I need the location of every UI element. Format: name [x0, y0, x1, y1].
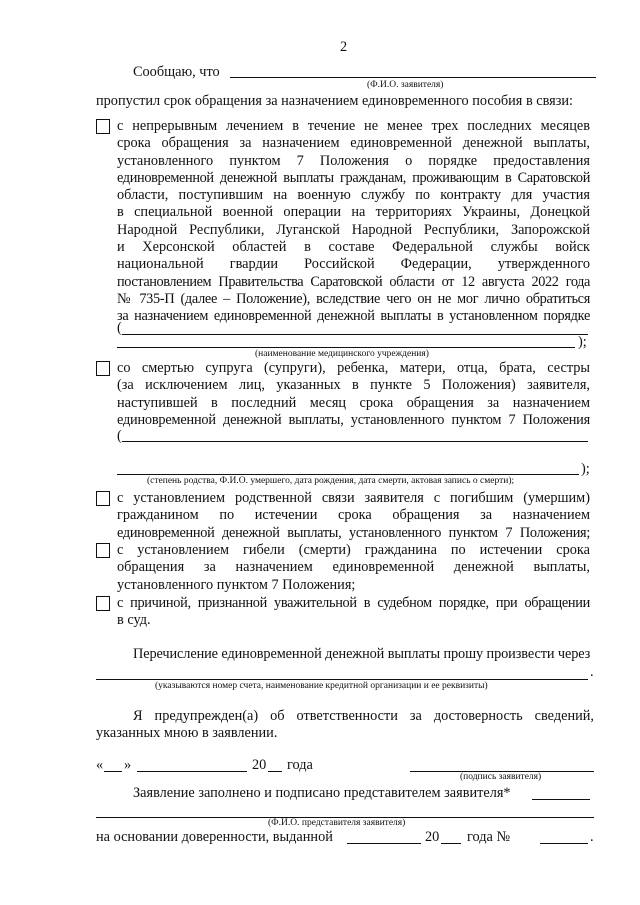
treatment-line: и Херсонской областей в составе Федеральной службы войск [117, 239, 590, 256]
treatment-checkbox[interactable] [96, 119, 110, 134]
medical-institution-field-1[interactable] [122, 334, 588, 335]
medical-institution-field-2[interactable] [117, 347, 575, 348]
death-checkbox[interactable] [96, 361, 110, 376]
medical-institution-caption: (наименование медицинского учреждения) [255, 349, 429, 359]
death-line: единовременной денежной выплаты, установленного пунктом 7 Положения [117, 411, 590, 428]
applicant-name-field[interactable] [230, 77, 596, 78]
proxy-number-field[interactable] [540, 843, 588, 844]
payment-details-caption: (указываются номер счета, наименование кредитной организации и ее реквизиты) [155, 681, 488, 691]
treatment-line: в специальной военной операции на территориях Украины, Донецкой [117, 204, 590, 221]
date-day-field[interactable] [104, 771, 122, 772]
applicant-name-caption: (Ф.И.О. заявителя) [367, 80, 444, 90]
kinship-checkbox[interactable] [96, 491, 110, 506]
treatment-line: Народной Республики, Луганской Народной Республики, Запорожской [117, 221, 590, 238]
court-text [117, 595, 590, 630]
date-close-quote: » [124, 757, 132, 773]
relative-info-field-1[interactable] [122, 441, 588, 442]
death-close-paren: ); [581, 461, 590, 477]
treatment-line: постановлением Правительства Саратовской области от 12 августа 2022 года [117, 273, 590, 290]
report-label: Сообщаю, что [133, 64, 220, 80]
relative-info-field-2[interactable] [117, 474, 579, 475]
death-line: (за исключением лиц, указанных в пункте 5 Положения) заявителя, [117, 377, 590, 394]
proxy-issuer-field[interactable] [347, 843, 421, 844]
death-text [117, 360, 590, 429]
treatment-line: срока обращения за назначением единовременной денежной выплаты, [117, 135, 590, 152]
death-line: наступившей в последний месяц срока обращения за назначением [117, 394, 590, 411]
kinship-line: с установлением родственной связи заявителя с погибшим (умершим) [117, 490, 590, 506]
court-checkbox[interactable] [96, 596, 110, 611]
kinship-line: гражданином по истечении срока обращения за назначением [117, 507, 590, 524]
death-fact-line: обращения за назначением единовременной денежной выплаты, [117, 559, 590, 576]
proxy-year-prefix: 20 [425, 829, 440, 845]
representative-name-caption: (Ф.И.О. представителя заявителя) [268, 818, 406, 828]
death-open-paren: ( [117, 428, 122, 444]
kinship-line: единовременной денежной выплаты, установленного пунктом 7 Положения; [117, 524, 590, 541]
date-open-quote: « [96, 757, 104, 773]
date-year-field[interactable] [268, 771, 282, 772]
date-month-field[interactable] [137, 771, 247, 772]
warning-line-2: указанных мною в заявлении. [96, 725, 278, 741]
payment-end-dot: . [590, 664, 594, 680]
proxy-year-field[interactable] [441, 843, 461, 844]
warning-text [96, 708, 594, 742]
date-year-prefix: 20 [252, 757, 267, 773]
page-number: 2 [340, 39, 348, 55]
payment-text: Перечисление единовременной денежной выплаты прошу произвести через [133, 646, 591, 662]
kinship-text [117, 490, 590, 542]
representative-text: Заявление заполнено и подписано представителем заявителя* [133, 785, 511, 801]
representative-signature-field[interactable] [532, 799, 590, 800]
death-fact-line: установленного пунктом 7 Положения; [117, 576, 356, 593]
treatment-line: установленного пунктом 7 Положения о порядке предоставления [117, 152, 590, 169]
court-line: с причиной, признанной уважительной в судебном порядке, при обращении [117, 595, 590, 611]
missed-deadline-text: пропустил срок обращения за назначением единовременного пособия в связи: [96, 93, 574, 109]
treatment-line: единовременной денежной выплаты гражданам, проживающим в Саратовской [117, 169, 590, 186]
treatment-close-paren: ); [578, 334, 587, 350]
payment-details-field[interactable] [96, 679, 588, 680]
treatment-line: с непрерывным лечением в течение не менее трех последних месяцев [117, 118, 590, 134]
death-fact-checkbox[interactable] [96, 543, 110, 558]
treatment-line: за назначением единовременной денежной выплаты в установленном порядке [117, 308, 590, 325]
court-line: в суд. [117, 612, 151, 629]
date-year-word: года [287, 757, 313, 773]
applicant-signature-caption: (подпись заявителя) [460, 772, 542, 782]
treatment-line: национальной гвардии Российской Федерации, утвержденного [117, 256, 590, 273]
death-fact-text [117, 542, 590, 594]
treatment-line: № 735-П (далее – Положение), вследствие чего он не мог лично обратиться [117, 290, 590, 307]
treatment-open-paren: ( [117, 320, 122, 336]
treatment-line: области, поступившим на военную службу по контракту для участия [117, 187, 590, 204]
relative-info-caption: (степень родства, Ф.И.О. умершего, дата рождения, дата смерти, актовая запись о смерти); [147, 476, 515, 486]
proxy-end-dot: . [590, 829, 594, 845]
proxy-year-word: года № [467, 829, 511, 845]
warning-line-1: Я предупрежден(а) об ответственности за достоверность сведений, [133, 708, 594, 724]
death-fact-line: с установлением гибели (смерти) гражданина по истечении срока [117, 542, 590, 558]
proxy-text: на основании доверенности, выданной [96, 829, 333, 845]
death-line: со смертью супруга (супруги), ребенка, матери, отца, брата, сестры [117, 360, 590, 376]
treatment-text [117, 118, 590, 326]
